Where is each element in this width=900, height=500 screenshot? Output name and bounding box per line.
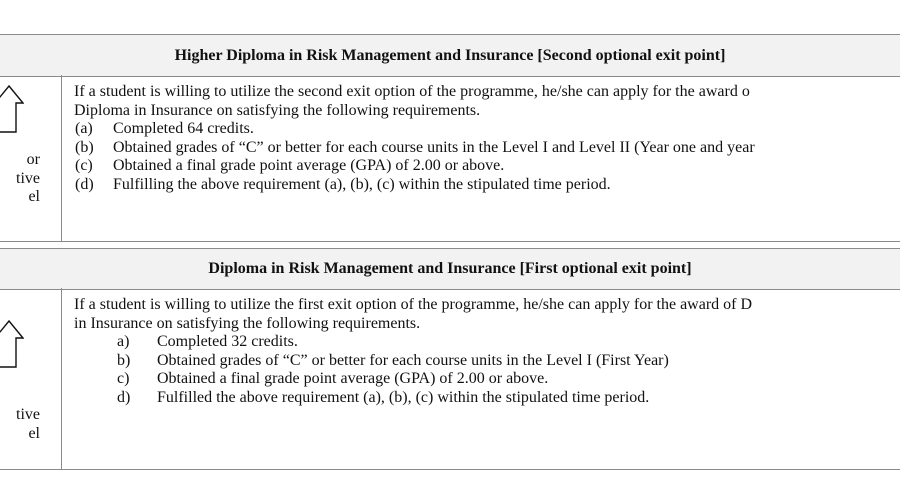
list-marker: (b) <box>75 138 94 156</box>
list-marker: (d) <box>75 175 94 193</box>
exit-level-cell <box>0 75 61 241</box>
section-header-diploma <box>0 248 900 290</box>
exit-level-label-line: el <box>28 424 40 442</box>
list-item <box>117 370 900 389</box>
intro-line: Diploma in Insurance on satisfying the following requirements. <box>74 101 481 119</box>
list-item <box>117 333 900 352</box>
exit-level-label-line: or <box>26 151 40 168</box>
list-marker: (a) <box>75 120 93 137</box>
list-item <box>117 389 900 408</box>
list-item <box>74 139 900 158</box>
list-marker: b) <box>117 351 131 369</box>
list-marker: d) <box>117 388 131 406</box>
column-divider <box>61 75 62 241</box>
list-item <box>74 176 900 195</box>
section-body-diploma <box>0 288 900 470</box>
list-marker: a) <box>117 333 130 350</box>
list-item-text: Obtained grades of “C” or better for each course units in the Level I (First Year) <box>157 351 669 369</box>
list-item-text: Obtained a final grade point average (GPA) of 2.00 or above. <box>113 157 505 174</box>
section-title: Higher Diploma in Risk Management and Insurance [Second optional exit point] <box>174 46 726 64</box>
list-item-text: Fulfilling the above requirement (a), (b), (c) within the stipulated time period. <box>113 175 611 193</box>
exit-level-label-line: el <box>28 188 40 205</box>
list-item <box>117 352 900 371</box>
exit-level-cell <box>0 288 61 469</box>
intro-line: If a student is willing to utilize the second exit option of the programme, he/she can apply for the award o <box>74 83 750 100</box>
section-header-higher-diploma <box>0 34 900 77</box>
intro-line: If a student is willing to utilize the first exit option of the programme, he/she can apply for the award of D <box>74 296 753 313</box>
exit-level-label-line: tive <box>16 406 40 423</box>
list-item-text: Completed 32 credits. <box>157 333 298 350</box>
intro-line: in Insurance on satisfying the following requirements. <box>74 314 421 332</box>
up-arrow-icon <box>0 320 24 368</box>
requirements-text <box>74 83 900 194</box>
section-body-higher-diploma <box>0 75 900 242</box>
list-item <box>74 120 900 139</box>
exit-level-label-line: tive <box>16 169 40 187</box>
section-title: Diploma in Risk Management and Insurance [First optional exit point] <box>208 260 692 277</box>
list-item <box>74 157 900 176</box>
list-item-text: Obtained grades of “C” or better for each course units in the Level I and Level II (Year one and year <box>113 138 755 156</box>
list-item-text: Fulfilled the above requirement (a), (b), (c) within the stipulated time period. <box>157 388 650 406</box>
up-arrow-icon <box>0 85 24 133</box>
exit-level-label <box>0 151 40 207</box>
list-marker: c) <box>117 370 130 387</box>
list-item-text: Completed 64 credits. <box>113 120 254 137</box>
column-divider <box>61 288 62 469</box>
requirements-text <box>74 296 900 407</box>
list-marker: (c) <box>75 157 93 174</box>
list-item-text: Obtained a final grade point average (GPA) of 2.00 or above. <box>157 370 549 387</box>
exit-level-label <box>0 406 40 443</box>
